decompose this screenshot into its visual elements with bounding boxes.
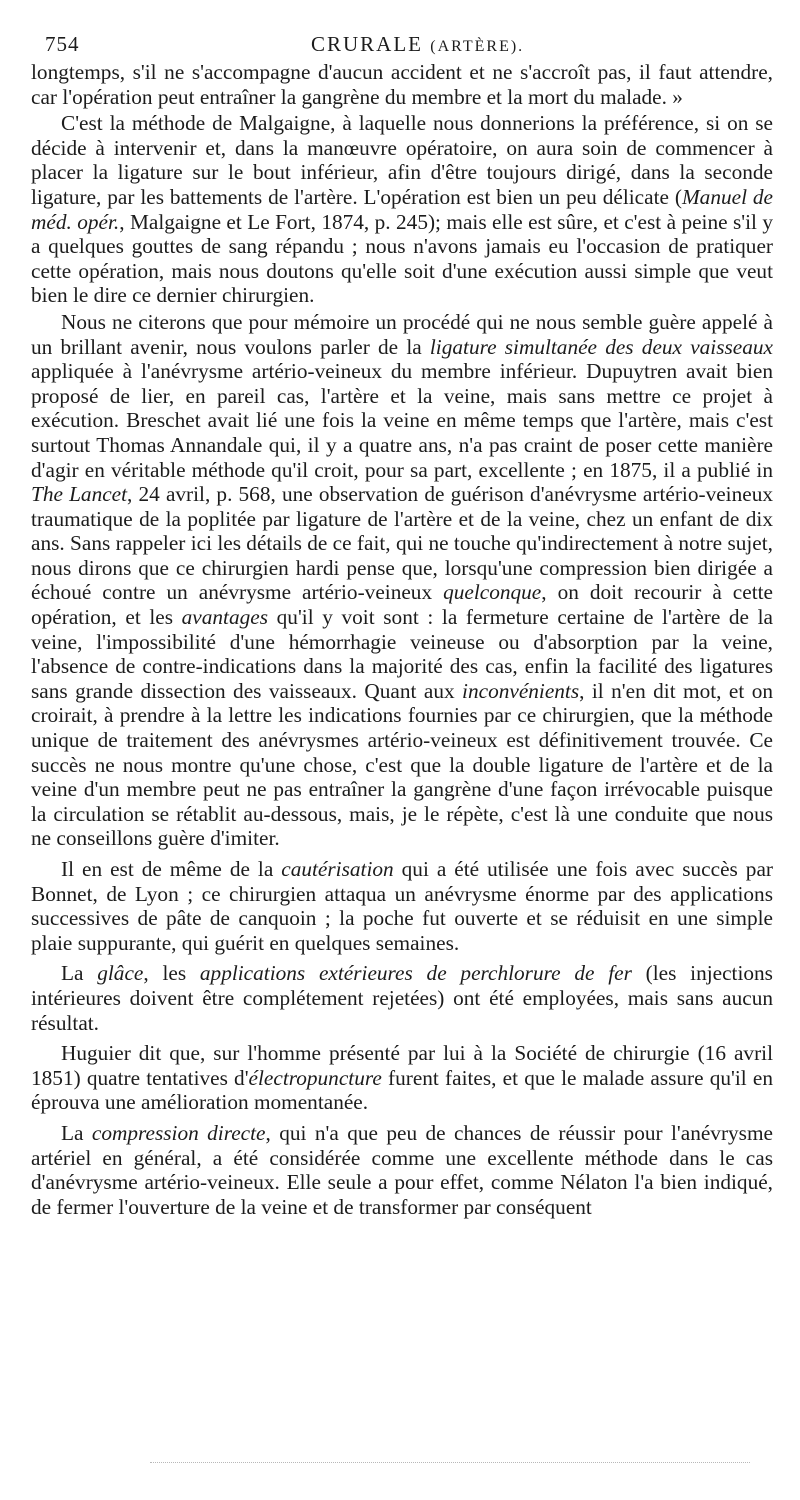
body-text — [31, 60, 773, 1219]
text-run: , Malgaigne et Le Fort, 1874, p. 245); mais elle est sûre, et c'est à peine s'il y a quelques gouttes de sang répandu ; nous n'avons jamais eu l'occasion de pratiquer cette opération, mais nous doutons qu'elle soit d'une exécution aussi simple que veut bien le dire ce dernier chirurgien. — [31, 209, 773, 308]
book-page — [31, 28, 773, 1219]
italic-text: The Lancet — [31, 482, 128, 507]
text-run: Nous ne citerons que pour mémoire un procédé qui ne nous semble guère appelé à un brillant avenir, nous voulons parler de la — [31, 309, 773, 359]
text-run: La — [61, 1120, 92, 1145]
text-run: , on doit recourir à cette opération, et les — [31, 580, 773, 630]
paragraph — [31, 1121, 773, 1219]
paragraph — [31, 1041, 773, 1115]
italic-text: cautérisation — [281, 857, 394, 881]
running-head — [311, 28, 524, 63]
italic-text: compression directe — [91, 1120, 266, 1145]
bottom-rule — [150, 1462, 750, 1463]
text-run: , qui n'a que peu de chances de réussir pour l'anévrysme artériel en général, a été considérée comme une excellente méthode dans le cas d'anévrysme artério-veineux. Elle seule a pour effet, comme Nélaton l'a bien indiqué, de fermer l'ouverture de la veine et de transformer par conséquent — [31, 1120, 773, 1219]
italic-text: ligature simultanée des deux vaisseaux — [429, 334, 773, 359]
text-run: appliquée à l'anévrysme artério-veineux du membre inférieur. Dupuytren avait bien proposé de lier, en pareil cas, l'artère et la veine, mais sans mettre ce projet à exécution. Breschet avait lié une fois la veine en même temps que l'artère, mais c'est surtout Thomas Annandale qui, il y a quatre ans, n'a pas craint de poser cette manière d'agir en véritable méthode qu'il croit, pour sa part, excellente ; en 1875, il a publié in — [31, 359, 773, 482]
paragraph — [31, 60, 773, 109]
paragraph — [31, 961, 773, 1035]
italic-text: glâce — [97, 961, 144, 986]
paragraph — [31, 857, 773, 955]
text-run: longtemps, s'il ne s'accompagne d'aucun accident et ne s'accroît pas, il faut attendre, car l'opération peut entraîner la gangrène du membre et la mort du malade. » — [31, 60, 773, 109]
text-run: La — [61, 961, 98, 986]
italic-text: inconvénients — [462, 678, 580, 703]
italic-text: applications extérieures de perchlorure de fer — [199, 961, 632, 986]
text-run: furent faites, et que le malade assure qu'il en éprouva une amélioration momentanée. — [31, 1065, 774, 1115]
paragraph — [31, 111, 773, 308]
text-run: Huguier dit que, sur l'homme présenté par lui à la Société de chirurgie (16 avril 1851) quatre tentatives d' — [31, 1041, 773, 1090]
text-run: , il n'en dit mot, et on croirait, à prendre à la lettre les indications fournies par ce chirurgien, que la méthode unique de traitement des anévrysmes artério-veineux est définitivement trouvée. Ce succès ne nous montre qu'une chose, c'est que la double ligature de l'artère et de la veine d'un membre peut ne pas entraîner la gangrène d'une façon irrévocable puisque la circulation se rétablit au-dessous, mais, je le répète, c'est là une conduite que nous ne conseillons guère d'imiter. — [31, 678, 774, 851]
text-run: , 24 avril, p. 568, une observation de guérison d'anévrysme artério-veineux traumatique de la poplitée par ligature de l'artère et de la veine, chez un enfant de dix ans. Sans rappeler ici les détails de ce fait, qui ne touche qu'indirectement à notre sujet, nous dirons que ce chirurgien hardi pense que, lorsqu'une compression bien dirigée a échoué contre un anévrysme artério-veineux — [31, 482, 773, 605]
text-run: qui a été utilisée une fois avec succès par Bonnet, de Lyon ; ce chirurgien attaqua un anévrysme énorme par des applications successives de pâte de canquoin ; la poche fut ouverte et se réduisit en une simple plaie suppurante, qui guérit en quelques semaines. — [31, 857, 773, 955]
running-head-subtitle: (ARTÈRE). — [430, 38, 525, 55]
italic-text: avantages — [181, 605, 269, 630]
text-run: (les injections intérieures doivent être complétement rejetées) ont été employées, mais sans aucun résultat. — [31, 961, 773, 1035]
italic-text: Manuel de méd. opér. — [31, 184, 773, 234]
running-head-title: CRURALE — [311, 32, 424, 56]
text-run: qu'il y voit sont : la fermeture certaine de l'artère de la veine, l'impossibilité d'une hémorrhagie veineuse ou d'absorption par la veine, l'absence de contre-indications dans la majorité des cas, enfin la facilité des ligatures sans grande dissection des vaisseaux. Quant aux — [31, 605, 773, 703]
text-run: Il en est de même de la — [61, 857, 282, 881]
text-run: , les — [143, 961, 200, 986]
text-run: C'est la méthode de Malgaigne, à laquelle nous donnerions la préférence, si on se décide à intervenir et, dans la manœuvre opératoire, on aura soin de commencer à placer la ligature sur le bout inférieur, afin d'être toujours dirigé, dans la seconde ligature, par les battements de l'artère. L'opération est bien un peu délicate ( — [31, 111, 773, 209]
italic-text: électropuncture — [248, 1065, 382, 1090]
page-number: 754 — [45, 32, 80, 56]
page-header — [31, 28, 773, 60]
italic-text: quelconque — [443, 580, 542, 605]
paragraph — [31, 310, 773, 851]
